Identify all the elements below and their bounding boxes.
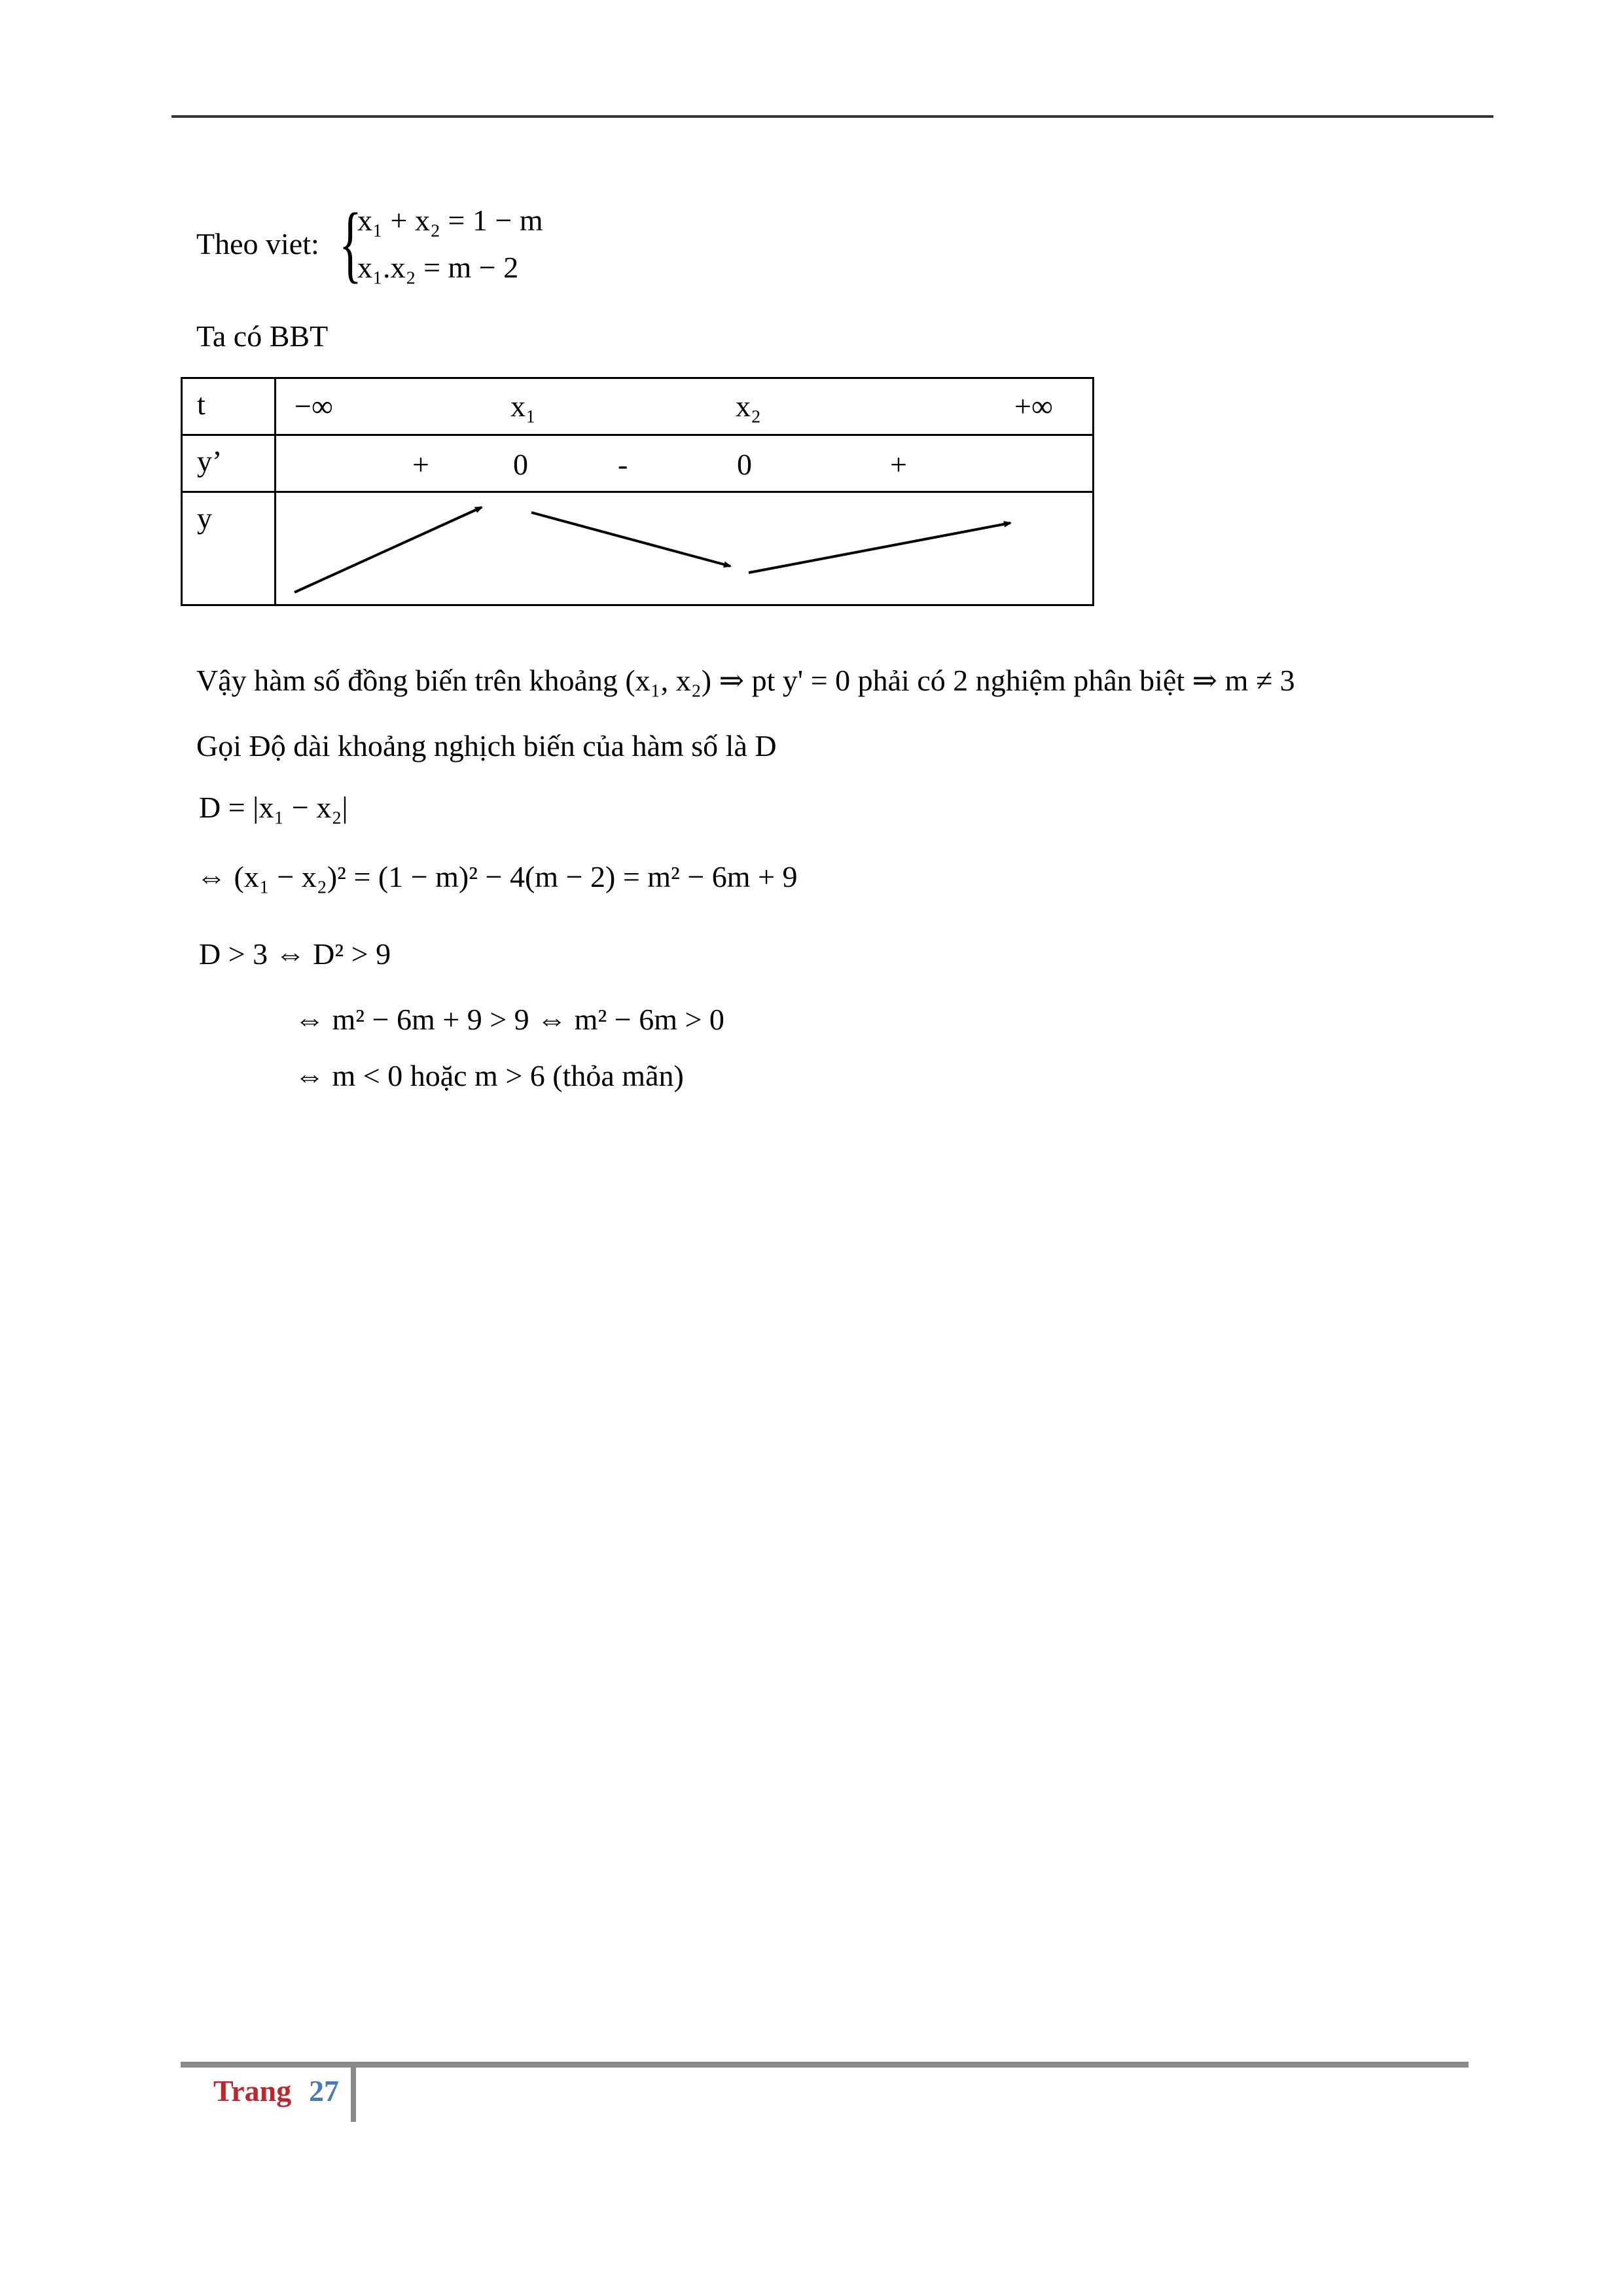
table-row-t (182, 378, 1094, 435)
sign-plus-1: + (412, 447, 429, 481)
row-label-cell (182, 435, 276, 492)
viet-system (196, 196, 654, 295)
bbt-intro: Ta có BBT (196, 319, 329, 353)
row-label-y: y (197, 501, 212, 535)
t-values-cell (276, 378, 1094, 435)
viet-sum-equation: x₁ + x₂ = 1 − m (357, 204, 543, 237)
t-value-x1: x₁ (510, 389, 537, 423)
viet-product-equation: x₁.x₂ = m − 2 (357, 251, 519, 284)
left-brace-icon: { (339, 195, 362, 291)
footer-page-label: Trang (213, 2074, 292, 2108)
sign-zero-2: 0 (737, 447, 752, 481)
t-value-pos-inf: +∞ (1014, 389, 1053, 423)
row-label-t: t (197, 387, 205, 421)
t-value-x2: x₂ (736, 389, 762, 423)
footer-separator (351, 2062, 356, 2122)
viet-label: Theo viet: (196, 227, 319, 260)
final-answer: ⇔ m < 0 hoặc m > 6 (thỏa mãn) (294, 1059, 684, 1092)
table-row-y (182, 492, 1094, 605)
decreasing-arrow (531, 512, 730, 566)
square-expansion: ⇔ (x₁ − x₂)² = (1 − m)² − 4(m − 2) = m² − 6m + 9 (196, 860, 798, 893)
row-label-cell (182, 492, 276, 605)
inequality-line-1: D > 3 ⇔ D² > 9 (199, 937, 391, 971)
sign-zero-1: 0 (513, 447, 528, 481)
increasing-arrow-2 (749, 523, 1010, 573)
footer-rule (181, 2062, 1469, 2068)
sign-cell (276, 435, 1094, 492)
definition-line: Gọi Độ dài khoảng nghịch biến của hàm số là D (196, 729, 777, 762)
footer-page-number: 27 (309, 2074, 339, 2108)
distance-formula: D = |x₁ − x₂| (199, 791, 348, 824)
t-value-neg-inf: −∞ (294, 389, 333, 423)
variation-table (181, 377, 1094, 606)
row-label-cell (182, 378, 276, 435)
header-rule (171, 115, 1493, 118)
row-label-yprime: y’ (197, 444, 223, 478)
variation-arrows (276, 493, 1094, 605)
increasing-arrow-1 (294, 507, 482, 592)
sign-plus-2: + (890, 447, 907, 481)
sign-minus: - (618, 447, 628, 481)
variation-cell (276, 492, 1094, 605)
inequality-line-2: ⇔ m² − 6m + 9 > 9 ⇔ m² − 6m > 0 (294, 1003, 724, 1036)
table-row-yprime (182, 435, 1094, 492)
conclusion-line-1: Vậy hàm số đồng biến trên khoảng (x₁, x₂) ⇒ pt y' = 0 phải có 2 nghiệm phân biệt ⇒ m ≠ 3 (196, 664, 1295, 697)
